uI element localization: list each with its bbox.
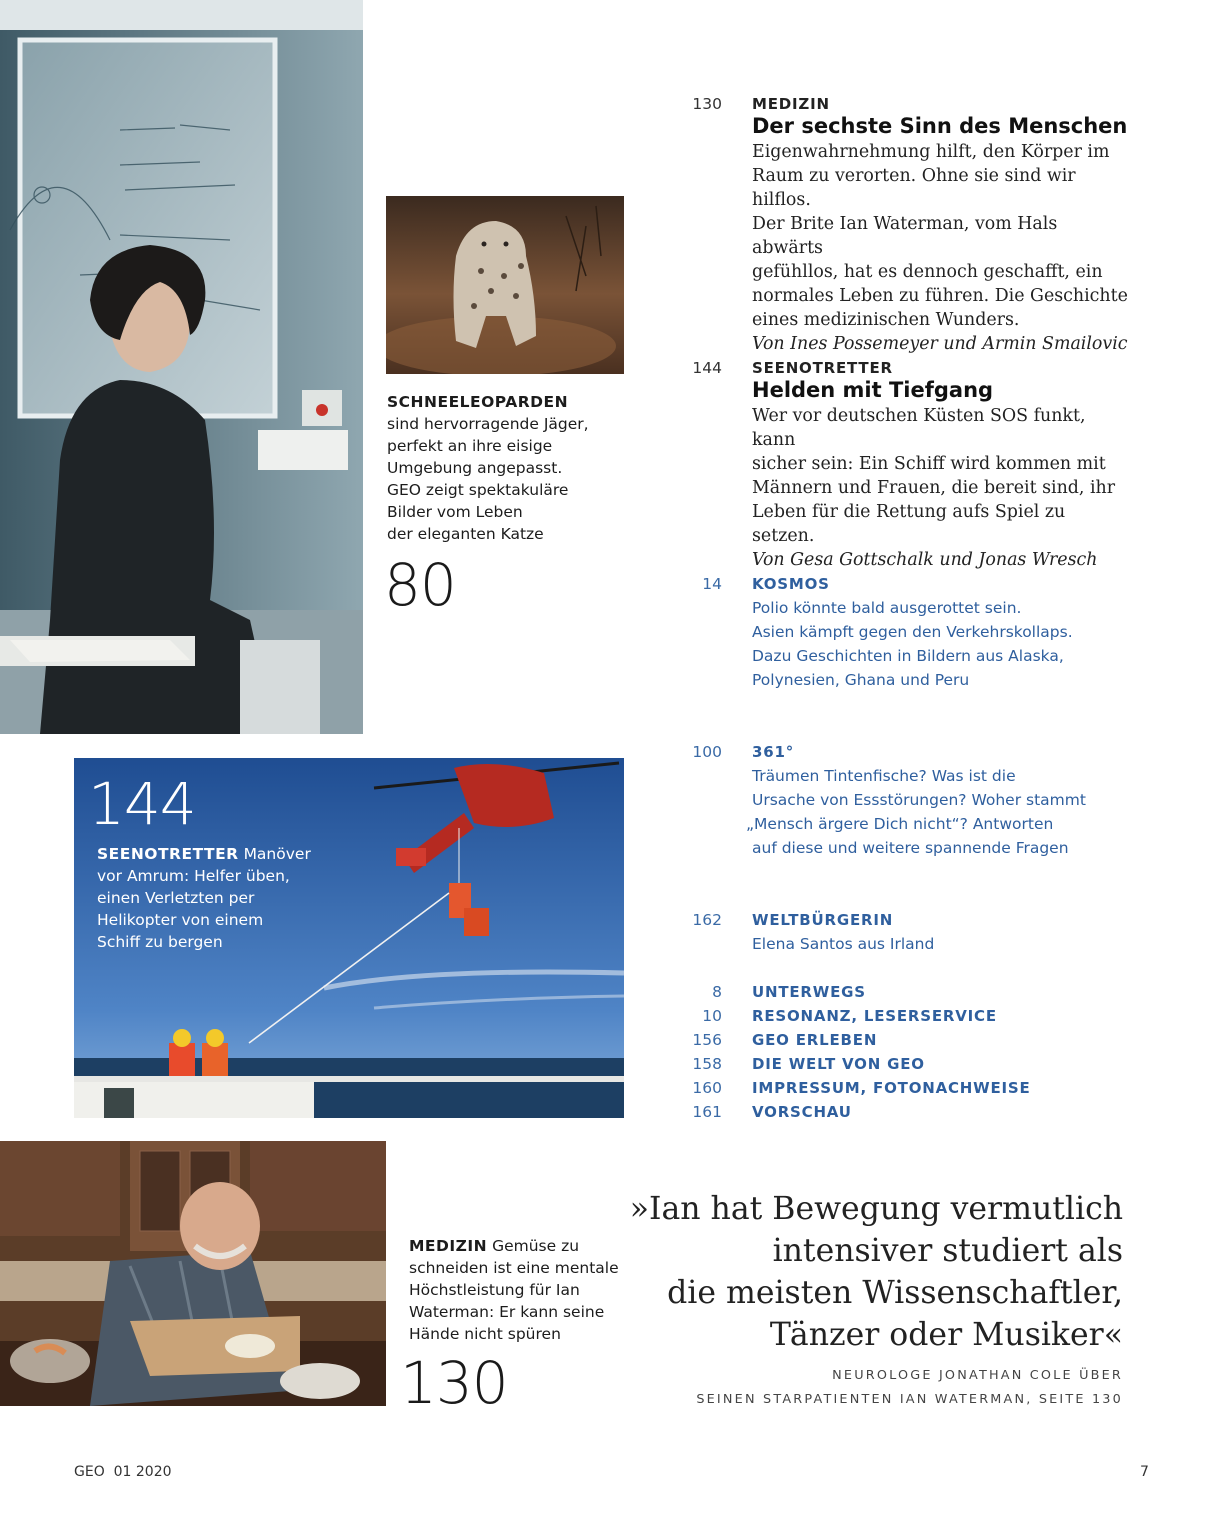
rescue-caption-line: Manöver (243, 845, 311, 863)
toc-page-number: 14 (702, 575, 722, 593)
leopard-caption-line: Umgebung angepasst. (387, 459, 563, 477)
toc-page-number: 161 (692, 1103, 722, 1121)
rescue-caption-line: einen Verletzten per (97, 889, 255, 907)
toc-body (752, 932, 1112, 956)
medizin-caption-line: Höchstleistung für Ian (409, 1281, 580, 1299)
toc-list-label: VORSCHAU (752, 1103, 852, 1121)
toc-body-line: Asien kämpft gegen den Verkehrskollaps. (752, 623, 1073, 641)
toc-body (752, 140, 1132, 356)
magazine-issue: GEO 01 2020 (74, 1464, 172, 1480)
page-number: 7 (1140, 1464, 1149, 1480)
kitchen-photo (0, 1141, 386, 1406)
leopard-caption-line: Bilder vom Leben (387, 503, 523, 521)
medizin-caption-line: schneiden ist eine mentale (409, 1259, 619, 1277)
medizin-caption-line: Hände nicht spüren (409, 1325, 561, 1343)
toc-body-line: „Mensch ärgere Dich nicht“? Antworten (746, 815, 1054, 833)
leopard-caption-line: GEO zeigt spektakuläre (387, 481, 569, 499)
toc-body-line: Ursache von Essstörungen? Woher stammt (752, 791, 1086, 809)
toc-body-line: Polynesien, Ghana und Peru (752, 671, 970, 689)
toc-body (752, 404, 1132, 572)
snow-leopard-photo (386, 196, 624, 374)
toc-body-line: Wer vor deutschen Küsten SOS funkt, kann (752, 406, 1086, 450)
toc-category: MEDIZIN (752, 95, 830, 113)
toc-body-line: sicher sein: Ein Schiff wird kommen mit (752, 454, 1106, 474)
pull-quote-line: Tänzer oder Musiker« (769, 1317, 1123, 1353)
toc-body (746, 764, 1112, 860)
toc-page-number: 160 (692, 1079, 722, 1097)
toc-body-line: Männern und Frauen, die bereit sind, ihr (752, 478, 1116, 498)
toc-category: KOSMOS (752, 575, 830, 593)
toc-body-line: Träumen Tintenfische? Was ist die (752, 767, 1016, 785)
leopard-caption-line: der eleganten Katze (387, 525, 544, 543)
toc-list-label: IMPRESSUM, FOTONACHWEISE (752, 1079, 1031, 1097)
medizin-page-number: 130 (400, 1349, 508, 1417)
toc-category: 361° (752, 743, 795, 761)
toc-page-number: 144 (692, 359, 722, 377)
toc-title: Der sechste Sinn des Menschen (752, 114, 1128, 138)
medizin-caption-line: Gemüse zu (492, 1237, 580, 1255)
pull-quote (630, 1188, 1123, 1356)
toc-category: WELTBÜRGERIN (752, 911, 894, 929)
leopard-caption-heading: SCHNEELEOPARDEN (387, 393, 569, 411)
rescue-caption-heading: SEENOTRETTER (97, 845, 239, 863)
toc-body-line: Dazu Geschichten in Bildern aus Alaska, (752, 647, 1064, 665)
toc-body-line: Elena Santos aus Irland (752, 935, 935, 953)
toc-list-label: GEO ERLEBEN (752, 1031, 878, 1049)
toc-list-label: UNTERWEGS (752, 983, 866, 1001)
pull-quote-line: die meisten Wissenschaftler, (667, 1275, 1123, 1311)
leopard-caption-line: perfekt an ihre eisige (387, 437, 553, 455)
toc-page-number: 10 (702, 1007, 722, 1025)
toc-body-line: Raum zu verorten. Ohne sie sind wir hilflos. (752, 166, 1076, 210)
medizin-caption-heading: MEDIZIN (409, 1237, 488, 1255)
toc-page-number: 130 (692, 95, 722, 113)
toc-page-number: 158 (692, 1055, 722, 1073)
toc-list-label: RESONANZ, LESERSERVICE (752, 1007, 997, 1025)
toc-byline: Von Ines Possemeyer und Armin Smailovic (752, 334, 1128, 354)
rescue-caption-line: Schiff zu bergen (97, 933, 223, 951)
toc-body-line: gefühllos, hat es dennoch geschafft, ein (752, 262, 1103, 282)
scientist-photo (0, 0, 363, 734)
toc-list-label: DIE WELT VON GEO (752, 1055, 925, 1073)
leopard-caption-line: sind hervorragende Jäger, (387, 415, 589, 433)
toc-page-number: 8 (712, 983, 722, 1001)
toc-byline: Von Gesa Gottschalk und Jonas Wresch (752, 550, 1098, 570)
rescue-caption-line: vor Amrum: Helfer üben, (97, 867, 290, 885)
toc-body-line: eines medizinischen Wunders. (752, 310, 1020, 330)
pull-quote-line: intensiver studiert als (772, 1233, 1123, 1269)
quote-source (696, 1364, 1123, 1412)
pull-quote-line: »Ian hat Bewegung vermutlich (629, 1191, 1123, 1227)
toc-category: SEENOTRETTER (752, 359, 893, 377)
quote-source-line: NEUROLOGE JONATHAN COLE ÜBER (832, 1368, 1123, 1383)
toc-body-line: auf diese und weitere spannende Fragen (752, 839, 1069, 857)
medizin-caption (409, 1235, 619, 1345)
rescue-caption-line: Helikopter von einem (97, 911, 264, 929)
toc-body (752, 596, 1112, 692)
leopard-caption (387, 391, 589, 545)
quote-source-line: SEINEN STARPATIENTEN IAN WATERMAN, SEITE 130 (696, 1392, 1123, 1407)
leopard-page-number: 80 (384, 551, 456, 619)
medizin-caption-line: Waterman: Er kann seine (409, 1303, 605, 1321)
toc-body-line: Polio könnte bald ausgerottet sein. (752, 599, 1022, 617)
rescue-page-number: 144 (88, 770, 196, 838)
rescue-caption (97, 843, 311, 953)
toc-page-number: 100 (692, 743, 722, 761)
toc-body-line: Der Brite Ian Waterman, vom Hals abwärts (752, 214, 1058, 258)
toc-body-line: Eigenwahrnehmung hilft, den Körper im (752, 142, 1110, 162)
toc-page-number: 156 (692, 1031, 722, 1049)
toc-page-number: 162 (692, 911, 722, 929)
toc-title: Helden mit Tiefgang (752, 378, 994, 402)
toc-body-line: Leben für die Rettung aufs Spiel zu setzen. (752, 502, 1066, 546)
toc-body-line: normales Leben zu führen. Die Geschichte (752, 286, 1128, 306)
